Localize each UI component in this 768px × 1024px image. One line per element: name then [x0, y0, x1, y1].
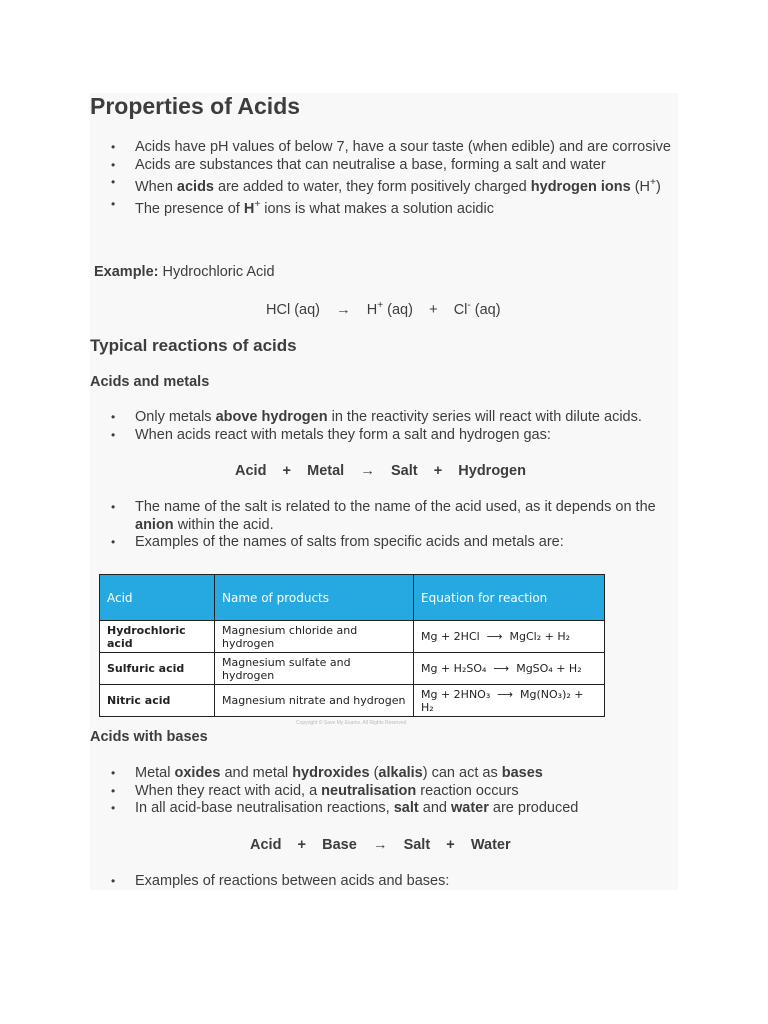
- metals-list: [90, 409, 678, 444]
- list-item: • In all acid-base neutralisation reactions, salt and water are produced: [90, 800, 678, 818]
- equation-cell: Mg + 2HNO₃ ⟶ Mg(NO₃)₂ + H₂: [414, 685, 605, 717]
- hcl-equation: HCl (aq) → H+ (aq) + Cl- (aq): [266, 300, 501, 318]
- list-item: • The name of the salt is related to the name of the acid used, as it depends on the anion within the acid.: [90, 499, 678, 534]
- arrow-icon: ⟶: [497, 687, 514, 701]
- products-cell: Magnesium sulfate and hydrogen: [215, 653, 414, 685]
- list-item: • Examples of reactions between acids and bases:: [90, 873, 678, 891]
- list-item: • Metal oxides and metal hydroxides (alkalis) can act as bases: [90, 765, 678, 783]
- header-products: Name of products: [215, 575, 414, 621]
- arrow-icon: ⟶: [493, 662, 510, 675]
- typical-reactions-heading: Typical reactions of acids: [90, 336, 297, 355]
- intro-list: [90, 139, 678, 219]
- list-item: • Only metals above hydrogen in the reactivity series will react with dilute acids.: [90, 409, 678, 427]
- metal-word-equation: Acid + Metal → Salt + Hydrogen: [235, 463, 526, 479]
- equation-cell: Mg + H₂SO₄ ⟶ MgSO₄ + H₂: [414, 653, 605, 685]
- examples-list: [90, 873, 678, 891]
- header-acid: Acid: [100, 575, 215, 621]
- list-item: • When acids are added to water, they form positively charged hydrogen ions (H+): [90, 174, 678, 196]
- example-line: Example: Hydrochloric Acid: [94, 264, 275, 280]
- products-cell: Magnesium chloride and hydrogen: [215, 621, 414, 653]
- header-equation: Equation for reaction: [414, 575, 605, 621]
- reactions-table: [99, 574, 605, 717]
- base-word-equation: Acid + Base → Salt + Water: [250, 837, 511, 853]
- arrow-icon: ⟶: [486, 630, 503, 643]
- table-header-row: [100, 575, 605, 621]
- acid-cell: Hydrochloric acid: [100, 621, 215, 653]
- page-title: Properties of Acids: [90, 93, 301, 119]
- list-item: • Examples of the names of salts from specific acids and metals are:: [90, 534, 678, 552]
- acid-cell: Sulfuric acid: [100, 653, 215, 685]
- list-item: • When acids react with metals they form a salt and hydrogen gas:: [90, 427, 678, 445]
- acids-bases-heading: Acids with bases: [90, 729, 208, 745]
- bases-list: [90, 765, 678, 818]
- list-item: • The presence of H+ ions is what makes a solution acidic: [90, 196, 678, 218]
- table-row: [100, 653, 605, 685]
- equation-cell: Mg + 2HCl ⟶ MgCl₂ + H₂: [414, 621, 605, 653]
- products-cell: Magnesium nitrate and hydrogen: [215, 685, 414, 717]
- list-item: • When they react with acid, a neutralisation reaction occurs: [90, 783, 678, 801]
- list-item: • Acids have pH values of below 7, have a sour taste (when edible) and are corrosive: [90, 139, 678, 157]
- table-row: [100, 621, 605, 653]
- salt-name-list: [90, 499, 678, 552]
- acid-cell: Nitric acid: [100, 685, 215, 717]
- copyright-caption: Copyright © Save My Exams. All Rights Reserved: [296, 720, 407, 726]
- list-item: • Acids are substances that can neutralise a base, forming a salt and water: [90, 157, 678, 175]
- table-row: [100, 685, 605, 717]
- acids-metals-heading: Acids and metals: [90, 374, 210, 390]
